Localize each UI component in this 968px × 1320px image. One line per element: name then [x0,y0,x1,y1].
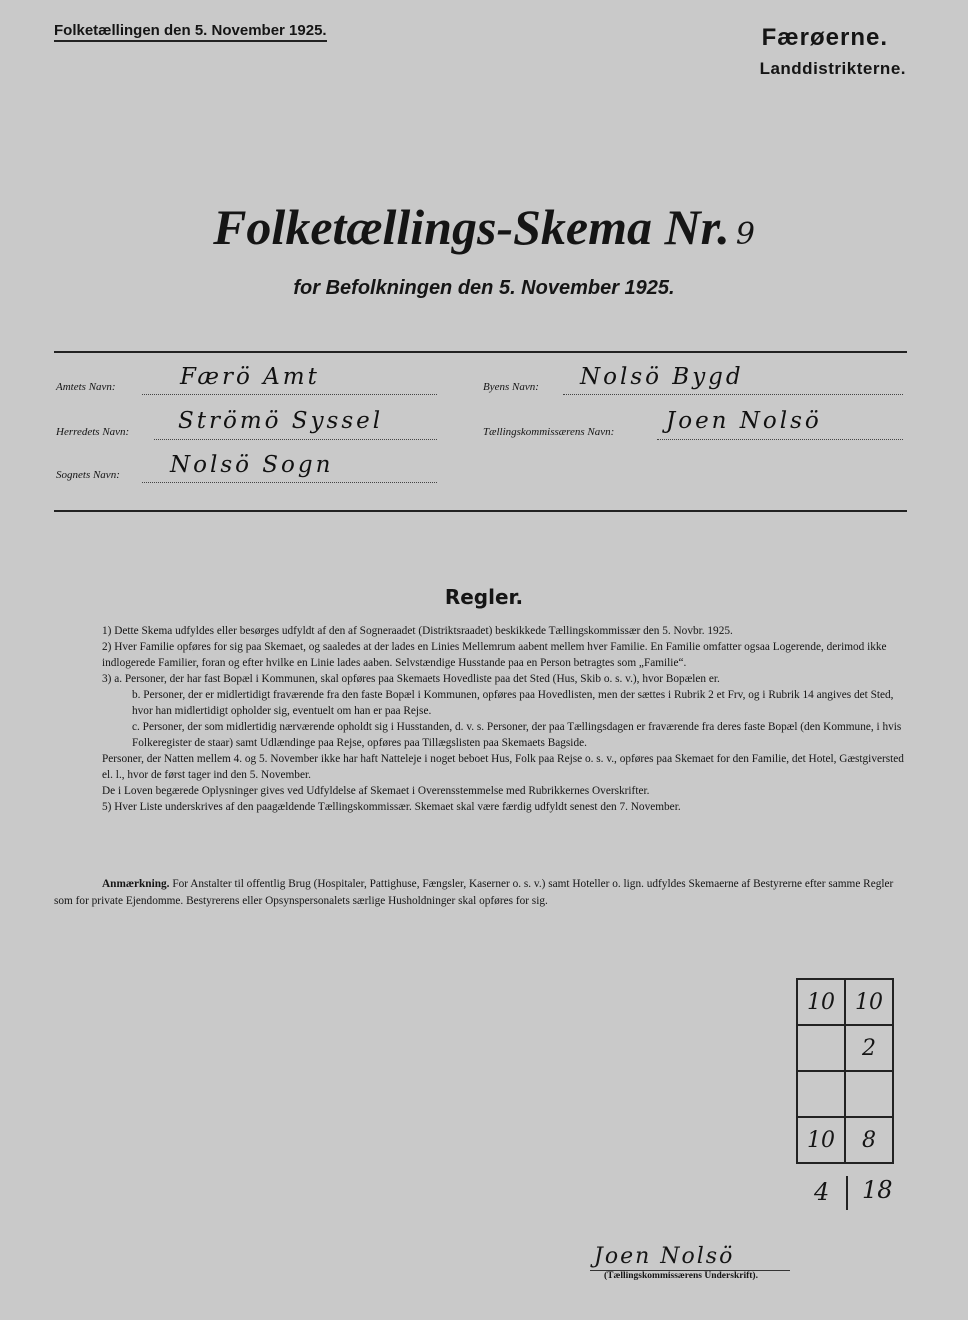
rule-4: Personer, der Natten mellem 4. og 5. November ikke har haft Natteleje i noget beboet Hus, Folk paa Rejse o. s. v., opføres paa Skemaet for den Familie, det Hotel, Gæstgiversted el. l., hvor de først tager ind den 5. November. [102,753,904,781]
note-text: For Anstalter til offentlig Brug (Hospitaler, Pattighuse, Fængsler, Kaserner o. s. v.) samt Hoteller o. lign. udfyldes Skemaerne af Bestyrerne efter samme Regler som for private Ejendomme. Bestyrerens eller Opsynspersonalets særlige Husholdninger skal opføres for sig. [54,878,894,907]
byen-value[interactable]: Nolsö Bygd [580,364,744,390]
form-title-text: Folketællings-Skema Nr. [213,199,730,255]
rule-oplysninger: De i Loven begærede Oplysninger gives ved Udfyldelse af Skemaet i Overensstemmelse med Rubrikkernes Overskrifter. [102,785,650,797]
amt-value[interactable]: Færö Amt [180,364,320,390]
rules-block [54,623,907,815]
tally-cell [845,1071,893,1117]
rule-5: 5) Hver Liste underskrives af den paagældende Tællingskommissær. Skemaet skal være færdig udfyldt senest den 7. November. [102,801,681,813]
kommissaer-label: Tællingskommissærens Navn: [483,426,615,438]
tally-cell: 10 [845,979,893,1025]
form-subtitle: for Befolkningen den 5. November 1925. [293,277,675,299]
kommissaer-value[interactable]: Joen Nolsö [666,408,822,434]
census-header-left: Folketællingen den 5. November 1925. [54,22,327,42]
tally-cell [797,1025,845,1071]
rule-3a: 3) a. Personer, der har fast Bopæl i Kommunen, skal opføres paa Skemaets Hovedliste paa det Sted (Hus, Skib o. s. v.), hvor Bopælen er. [102,673,720,685]
herred-dotted-line [154,439,437,440]
amt-label: Amtets Navn: [56,381,116,393]
sogn-dotted-line [142,482,437,483]
herred-value[interactable]: Strömö Syssel [178,408,384,434]
tally-cell: 2 [845,1025,893,1071]
rule-1: 1) Dette Skema udfyldes eller besørges udfyldt af den af Sogneraadet (Distriktsraadet) beskikkede Tællingskommissær den 5. Novbr. 1925. [102,625,733,637]
rule-3b: b. Personer, der er midlertidigt fraværende fra den faste Bopæl i Kommunen, opføres paa Hovedlisten, men der sættes i Rubrik 2 et Frv, og i Rubrik 14 angives det Sted, hvor han midlertidigt opholder sig, eventuelt om han er paa Rejse. [132,689,894,717]
note-block [54,876,907,910]
byen-dotted-line [563,394,903,395]
tally-cell: 8 [845,1117,893,1163]
region-title: Færøerne. [761,24,888,51]
kommissaer-dotted-line [657,439,903,440]
rules-title: Regler. [444,585,524,609]
tally-row [797,1071,893,1117]
form-title [0,198,968,256]
tally-cell [797,1071,845,1117]
signature: Joen Nolsö [594,1244,735,1269]
sogn-value[interactable]: Nolsö Sogn [170,452,334,478]
herred-label: Herredets Navn: [56,426,130,438]
bottom-rule [54,510,907,512]
tally-cell: 10 [797,979,845,1025]
tally-table [796,978,894,1164]
rule-2: 2) Hver Familie opføres for sig paa Skemaet, og saaledes at der lades en Linies Mellemrum aabent mellem hver Familie. En Familie omfatter ogsaa Logerende, derimod ikke indlogerede Familier, foran og efter hvilke en Linie lades aaben. Selvstændige Husstande paa en Person betragtes som „Familie“. [102,641,887,669]
amt-dotted-line [142,394,437,395]
tally-cell: 10 [797,1117,845,1163]
rule-3c: c. Personer, der som midlertidig nærværende opholdt sig i Husstanden, d. v. s. Personer, der paa Tællingsdagen er fraværende fra deres faste Bopæl (den Kommune, i hvis Folkeregister de staar) samt Udlændinge paa Rejse, opføres paa Tillægslisten paa Skemaets Bagside. [132,721,902,749]
byen-label: Byens Navn: [483,381,539,393]
signature-label: (Tællingskommissærens Underskrift). [604,1271,758,1281]
tally-row [797,1117,893,1163]
tally-row [797,1025,893,1071]
tally-total-right: 18 [846,1176,893,1210]
tally-total-left: 4 [814,1178,830,1206]
top-rule [54,351,907,353]
region-subtitle: Landdistrikterne. [759,59,906,78]
sogn-label: Sognets Navn: [56,469,120,481]
note-label: Anmærkning. [102,878,170,890]
tally-row [797,979,893,1025]
tally-total [796,1176,892,1212]
form-number: 9 [735,217,755,252]
